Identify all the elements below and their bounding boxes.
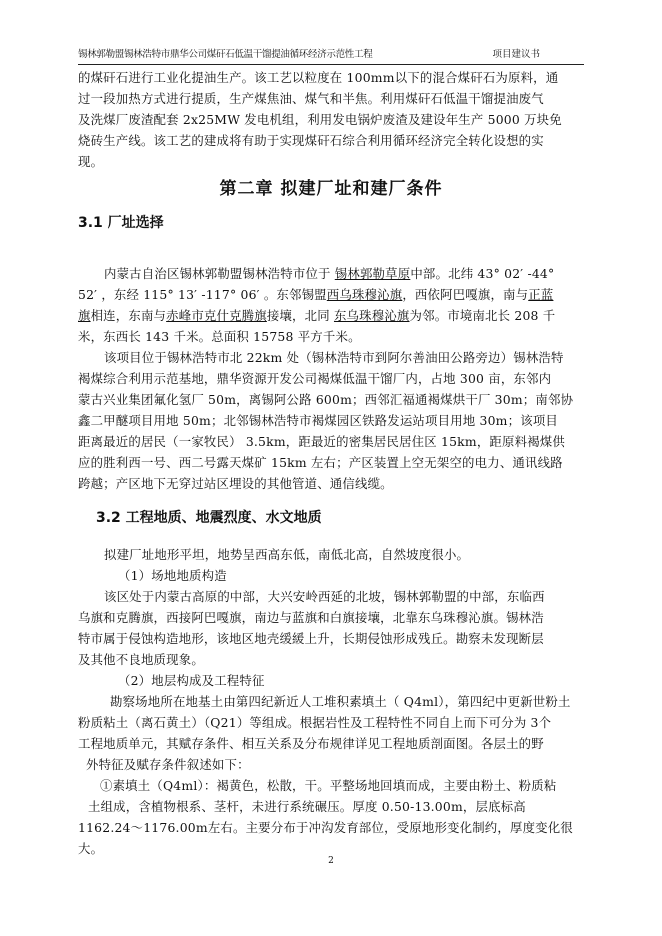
link-chifeng-hexigten[interactable]: 赤峰市克什克腾旗	[166, 308, 267, 323]
text-run: 接壤，北同	[266, 308, 334, 323]
paragraph-line	[78, 306, 555, 326]
intro-line: 的煤矸石进行工业化提油生产。该工艺以粒度在 100mm以下的混合煤矸石为原料，通	[78, 70, 559, 85]
paragraph-line: 鑫二甲醚项目用地 50m；北邻锡林浩特市褐煤园区铁路发运站项目用地 30m；该项目	[78, 413, 558, 428]
paragraph-line: 外特征及赋存条件叙述如下：	[86, 757, 250, 772]
paragraph-line: 褐煤综合利用示范基地，鼎华资源开发公司褐煤低温干馏厂内，占地 300 亩，东邻内	[78, 371, 552, 386]
link-xilingol-grassland[interactable]: 锡林郭勒草原	[334, 266, 411, 281]
paragraph-line: 该区处于内蒙古高原的中部，大兴安岭西延的北坡，锡林郭勒盟的中部，东临西	[104, 589, 545, 604]
paragraph-line: 勘察场地所在地基土由第四纪新近人工堆积素填土（ Q4ml），第四纪中更新世粉土	[110, 694, 571, 709]
list-item: 1162.24～1176.00m左右。主要分布于冲沟发育部位，受原地形变化制约，厚度变化很	[78, 820, 573, 835]
text-run: 中部。北纬 43° 02′ -44°	[410, 266, 555, 281]
subsection-title: （2）地层构成及工程特征	[118, 673, 265, 688]
paragraph-line: 粉质粘土（离石黄土）（Q21）等组成。根据岩性及工程特性不同自上而下可分为 3个	[78, 715, 552, 730]
paragraph-line: 及其他不良地质现象。	[78, 652, 204, 667]
link-west-ujimqin[interactable]: 西乌珠穆沁旗	[326, 287, 403, 302]
header-title: 锡林郭勒盟锡林浩特市鼎华公司煤矸石低温干馏提油循环经济示范性工程	[78, 49, 373, 60]
text-run: 为邻。市境南北长 208 千	[409, 308, 556, 323]
paragraph-line: 米，东西长 143 千米。总面积 15758 平方千米。	[78, 329, 361, 344]
intro-line: 及洗煤厂废渣配套 2x25MW 发电机组，利用发电锅炉废渣及建设年生产 5000 万块免	[78, 112, 562, 127]
chapter-title: 第二章 拟建厂址和建厂条件	[219, 179, 443, 199]
paragraph-line: 应的胜利西一号、西二号露天煤矿 15km 左右；产区装置上空无架空的电力、通讯线路	[78, 455, 563, 470]
header-doc-type: 项目建议书	[492, 49, 540, 60]
section-heading-3-1: 3.1 厂址选择	[78, 215, 164, 231]
paragraph-line: 距离最近的居民（一家牧民） 3.5km，距最近的密集居民居住区 15km，距原料褐煤供	[78, 434, 565, 449]
section-heading-3-2: 3.2 工程地质、地震烈度、水文地质	[96, 510, 322, 526]
page-number: 2	[328, 856, 334, 866]
link-east-ujimqin[interactable]: 东乌珠穆沁旗	[333, 308, 410, 323]
paragraph-line	[104, 264, 554, 284]
paragraph-line: 乌旗和克腾旗，西接阿巴嘎旗，南边与蓝旗和白旗接壤，北靠东乌珠穆沁旗。锡林浩	[78, 610, 544, 625]
paragraph-line: 蒙古兴业集团氟化氢厂 50m，离锡阿公路 600m；西邻汇福通褐煤烘干厂 30m；南邻协	[78, 392, 574, 407]
link-zhenglan-banner[interactable]: 旗	[78, 308, 91, 323]
paragraph-line: 工程地质单元，其赋存条件、相互关系及分布规律详见工程地质剖面图。各层土的野	[78, 736, 544, 751]
paragraph-line: 特市属于侵蚀构造地形，该地区地壳缓緩上升，长期侵蚀形成残丘。勘察未发现断层	[78, 631, 544, 646]
paragraph-line	[78, 285, 553, 305]
paragraph-line: 该项目位于锡林浩特市北 22km 处（锡林浩特市到阿尔善油田公路旁边）锡林浩特	[104, 350, 564, 365]
intro-line: 过一段加热方式进行提质，生产煤焦油、煤气和半焦。利用煤矸石低温干馏提油废气	[78, 91, 544, 106]
link-zhenglan[interactable]: 正蓝	[528, 287, 554, 302]
text-run: 相连，东南与	[90, 308, 167, 323]
list-item: ①素填土（Q4ml）：褐黄色，松散，干。平整场地回填而成，主要由粉土、粉质粘	[100, 778, 557, 793]
subsection-title: （1）场地地质构造	[118, 568, 227, 583]
intro-line: 现。	[78, 154, 104, 169]
list-item: 大。	[78, 841, 104, 856]
text-run: ，西依阿巴嘎旗，南与	[402, 287, 529, 302]
text-run: 52′ ，东经 115° 13′ -117° 06′ 。东邻锡盟	[78, 287, 327, 302]
text-run: 内蒙古自治区锡林郭勒盟锡林浩特市位于	[104, 266, 335, 281]
list-item: 土组成，含植物根系、茎杆，未进行系统碾压。厚度 0.50-13.00m，层底标高	[88, 799, 526, 814]
paragraph-line: 拟建厂址地形平坦，地势呈西高东低，南低北高，自然坡度很小。	[104, 547, 470, 562]
intro-line: 烧砖生产线。该工艺的建成将有助于实现煤矸石综合利用循环经济完全转化设想的实	[78, 133, 544, 148]
paragraph-line: 跨越；产区地下无穿过站区埋设的其他管道、通信线缆。	[78, 476, 393, 491]
page-header	[78, 48, 584, 65]
